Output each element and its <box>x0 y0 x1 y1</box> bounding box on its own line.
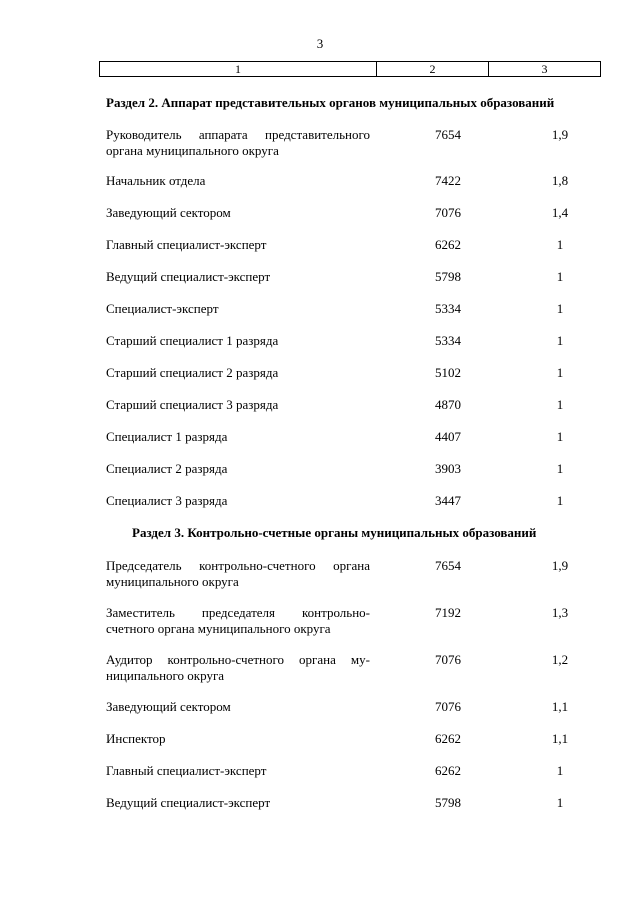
position-name: Руководитель аппарата представительного органа муниципального округа <box>106 127 370 158</box>
coefficient-value: 1 <box>556 397 564 412</box>
salary-value: 3447 <box>435 493 461 508</box>
position-name: Инспектор <box>106 731 166 746</box>
coefficient-value: 1 <box>556 795 564 810</box>
salary-value: 5334 <box>435 301 461 316</box>
column-header-1: 1 <box>100 62 377 77</box>
salary-value: 7076 <box>435 699 461 714</box>
salary-value: 7192 <box>435 605 461 620</box>
salary-value: 7076 <box>435 652 461 667</box>
table-row <box>106 365 606 381</box>
document-body <box>106 95 606 811</box>
coefficient-value: 1,3 <box>551 605 569 620</box>
section-2-rows <box>106 127 606 509</box>
position-name: Специалист 1 разряда <box>106 429 228 444</box>
page-number: 3 <box>316 36 324 51</box>
position-name: Ведущий специалист-эксперт <box>106 269 271 284</box>
position-name: Главный специалист-эксперт <box>106 237 267 252</box>
coefficient-value: 1 <box>556 493 564 508</box>
coefficient-value: 1 <box>556 429 564 444</box>
salary-value: 6262 <box>435 763 461 778</box>
column-header-3: 3 <box>489 62 601 77</box>
coefficient-value: 1,2 <box>551 652 569 667</box>
position-name: Главный специалист-эксперт <box>106 763 267 778</box>
table-row <box>106 237 606 253</box>
coefficient-value: 1,9 <box>551 127 569 142</box>
table-row <box>106 173 606 189</box>
table-row <box>106 699 606 715</box>
salary-value: 7422 <box>435 173 461 188</box>
position-name: Заведующий сектором <box>106 205 231 220</box>
coefficient-value: 1,8 <box>551 173 569 188</box>
salary-value: 6262 <box>435 237 461 252</box>
coefficient-value: 1 <box>556 301 564 316</box>
section-2-title: Раздел 2. Аппарат представительных органов муниципальных образований <box>106 95 555 110</box>
column-header-row <box>100 62 601 77</box>
position-name: Ведущий специалист-эксперт <box>106 795 271 810</box>
position-name: Старший специалист 2 разряда <box>106 365 279 380</box>
position-name: Специалист-эксперт <box>106 301 219 316</box>
coefficient-value: 1,9 <box>551 558 569 573</box>
position-name: Аудитор контрольно-счетного органа му-ниципального округа <box>106 652 370 683</box>
table-row <box>106 558 606 590</box>
salary-value: 5334 <box>435 333 461 348</box>
coefficient-value: 1,1 <box>551 699 569 714</box>
salary-value: 6262 <box>435 731 461 746</box>
salary-value: 7654 <box>435 127 461 142</box>
column-header-table <box>99 61 601 77</box>
table-row <box>106 493 606 509</box>
position-name: Специалист 2 разряда <box>106 461 228 476</box>
position-name: Начальник отдела <box>106 173 206 188</box>
coefficient-value: 1,4 <box>551 205 569 220</box>
coefficient-value: 1 <box>556 763 564 778</box>
table-row <box>106 795 606 811</box>
position-name: Заведующий сектором <box>106 699 231 714</box>
table-row <box>106 333 606 349</box>
table-row <box>106 763 606 779</box>
salary-value: 4407 <box>435 429 461 444</box>
salary-value: 7654 <box>435 558 461 573</box>
salary-value: 7076 <box>435 205 461 220</box>
table-row <box>106 127 606 159</box>
position-name: Заместитель председателя контрольно-счетного органа муниципального округа <box>106 605 370 636</box>
coefficient-value: 1 <box>556 237 564 252</box>
table-row <box>106 429 606 445</box>
coefficient-value: 1,1 <box>551 731 569 746</box>
section-3-rows <box>106 558 606 811</box>
coefficient-value: 1 <box>556 461 564 476</box>
position-name: Старший специалист 1 разряда <box>106 333 279 348</box>
position-name: Старший специалист 3 разряда <box>106 397 279 412</box>
position-name: Председатель контрольно-счетного органа муниципального округа <box>106 558 370 589</box>
section-3-title: Раздел 3. Контрольно-счетные органы муниципальных образований <box>132 525 537 540</box>
table-row <box>106 301 606 317</box>
coefficient-value: 1 <box>556 269 564 284</box>
salary-value: 3903 <box>435 461 461 476</box>
salary-value: 5102 <box>435 365 461 380</box>
table-row <box>106 397 606 413</box>
coefficient-value: 1 <box>556 365 564 380</box>
salary-value: 5798 <box>435 269 461 284</box>
salary-value: 4870 <box>435 397 461 412</box>
salary-value: 5798 <box>435 795 461 810</box>
column-header-2: 2 <box>377 62 489 77</box>
position-name: Специалист 3 разряда <box>106 493 228 508</box>
coefficient-value: 1 <box>556 333 564 348</box>
table-row <box>106 731 606 747</box>
table-row <box>106 461 606 477</box>
table-row <box>106 269 606 285</box>
table-row <box>106 205 606 221</box>
table-row <box>106 605 606 637</box>
table-row <box>106 652 606 684</box>
